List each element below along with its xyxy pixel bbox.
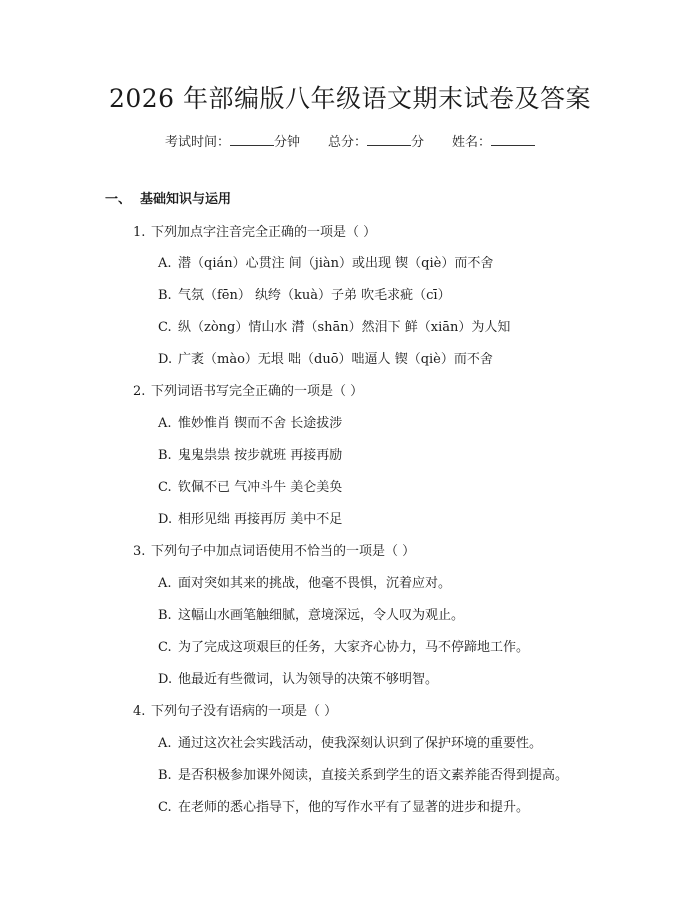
question-text: 下列加点字注音完全正确的一项是（ ） bbox=[151, 225, 377, 240]
score-label: 总分： bbox=[327, 135, 367, 150]
option-text: 潜（qián）心贯注 间（jiàn）或出现 锲（qiè）而不舍 bbox=[178, 256, 494, 271]
time-unit: 分钟 bbox=[273, 135, 300, 150]
name-blank bbox=[491, 131, 535, 146]
option-label: A. bbox=[158, 256, 172, 271]
option-text: 通过这次社会实践活动，使我深刻认识到了保护环境的重要性。 bbox=[178, 736, 543, 751]
option-text: 广袤（mào）无垠 咄（duō）咄逼人 锲（qiè）而不舍 bbox=[178, 352, 493, 367]
question-text: 下列词语书写完全正确的一项是（ ） bbox=[151, 384, 364, 399]
section-heading bbox=[105, 190, 231, 210]
option-text: 钦佩不已 气冲斗牛 美仑美奂 bbox=[178, 480, 343, 495]
option-text: 鬼鬼祟祟 按步就班 再接再励 bbox=[178, 448, 343, 463]
page-title: 2026 年部编版八年级语文期末试卷及答案 bbox=[108, 84, 592, 113]
exam-info-line bbox=[0, 131, 700, 153]
question-number: 3. bbox=[133, 544, 146, 559]
question-text: 下列句子没有语病的一项是（ ） bbox=[151, 704, 338, 719]
question-4-option-a bbox=[158, 734, 542, 754]
option-label: C. bbox=[158, 640, 172, 655]
option-text: 惟妙惟肖 锲而不舍 长途拔涉 bbox=[178, 416, 343, 431]
option-label: B. bbox=[158, 768, 172, 783]
score-blank bbox=[367, 131, 411, 146]
question-3 bbox=[133, 542, 415, 562]
option-text: 相形见绌 再接再厉 美中不足 bbox=[178, 512, 343, 527]
option-label: A. bbox=[158, 736, 172, 751]
question-number: 2. bbox=[133, 384, 146, 399]
option-text: 在老师的悉心指导下，他的写作水平有了显著的进步和提升。 bbox=[178, 800, 530, 815]
option-label: D. bbox=[158, 672, 173, 687]
question-2-option-c bbox=[158, 478, 342, 498]
option-text: 面对突如其来的挑战，他毫不畏惧，沉着应对。 bbox=[178, 576, 452, 591]
question-3-option-c bbox=[158, 638, 529, 658]
option-text: 是否积极参加课外阅读，直接关系到学生的语文素养能否得到提高。 bbox=[178, 768, 569, 783]
question-1-option-c bbox=[158, 318, 510, 338]
question-3-option-a bbox=[158, 574, 451, 594]
question-2-option-a bbox=[158, 414, 342, 434]
time-label: 考试时间： bbox=[164, 135, 230, 150]
option-label: B. bbox=[158, 448, 172, 463]
option-text: 这幅山水画笔触细腻，意境深远，令人叹为观止。 bbox=[178, 608, 465, 623]
option-text: 气氛（fēn） 纨绔（kuà）子弟 吹毛求疵（cī） bbox=[178, 288, 451, 303]
time-blank bbox=[230, 131, 274, 146]
option-label: D. bbox=[158, 352, 173, 367]
option-text: 他最近有些微词，认为领导的决策不够明智。 bbox=[178, 672, 439, 687]
option-label: A. bbox=[158, 416, 172, 431]
question-text: 下列句子中加点词语使用不恰当的一项是（ ） bbox=[151, 544, 416, 559]
question-number: 1. bbox=[133, 225, 146, 240]
option-text: 为了完成这项艰巨的任务，大家齐心协力，马不停蹄地工作。 bbox=[178, 640, 530, 655]
option-label: D. bbox=[158, 512, 173, 527]
question-1-option-b bbox=[158, 286, 451, 306]
option-label: A. bbox=[158, 576, 172, 591]
option-label: C. bbox=[158, 480, 172, 495]
name-label: 姓名： bbox=[452, 135, 492, 150]
question-4-option-c bbox=[158, 798, 529, 818]
question-1 bbox=[133, 223, 376, 243]
question-4-option-b bbox=[158, 766, 568, 786]
option-label: B. bbox=[158, 288, 172, 303]
question-2-option-d bbox=[158, 510, 342, 530]
question-3-option-b bbox=[158, 606, 464, 626]
option-label: C. bbox=[158, 800, 172, 815]
question-2 bbox=[133, 382, 363, 402]
option-label: C. bbox=[158, 320, 172, 335]
question-4 bbox=[133, 702, 337, 722]
option-label: B. bbox=[158, 608, 172, 623]
question-2-option-b bbox=[158, 446, 342, 466]
section-title: 基础知识与运用 bbox=[140, 192, 232, 207]
section-number: 一、 bbox=[105, 192, 132, 207]
question-number: 4. bbox=[133, 704, 146, 719]
question-1-option-a bbox=[158, 254, 493, 274]
option-text: 纵（zòng）情山水 潸（shān）然泪下 鲜（xiān）为人知 bbox=[178, 320, 511, 335]
question-3-option-d bbox=[158, 670, 438, 690]
score-unit: 分 bbox=[411, 135, 425, 150]
question-1-option-d bbox=[158, 350, 493, 370]
